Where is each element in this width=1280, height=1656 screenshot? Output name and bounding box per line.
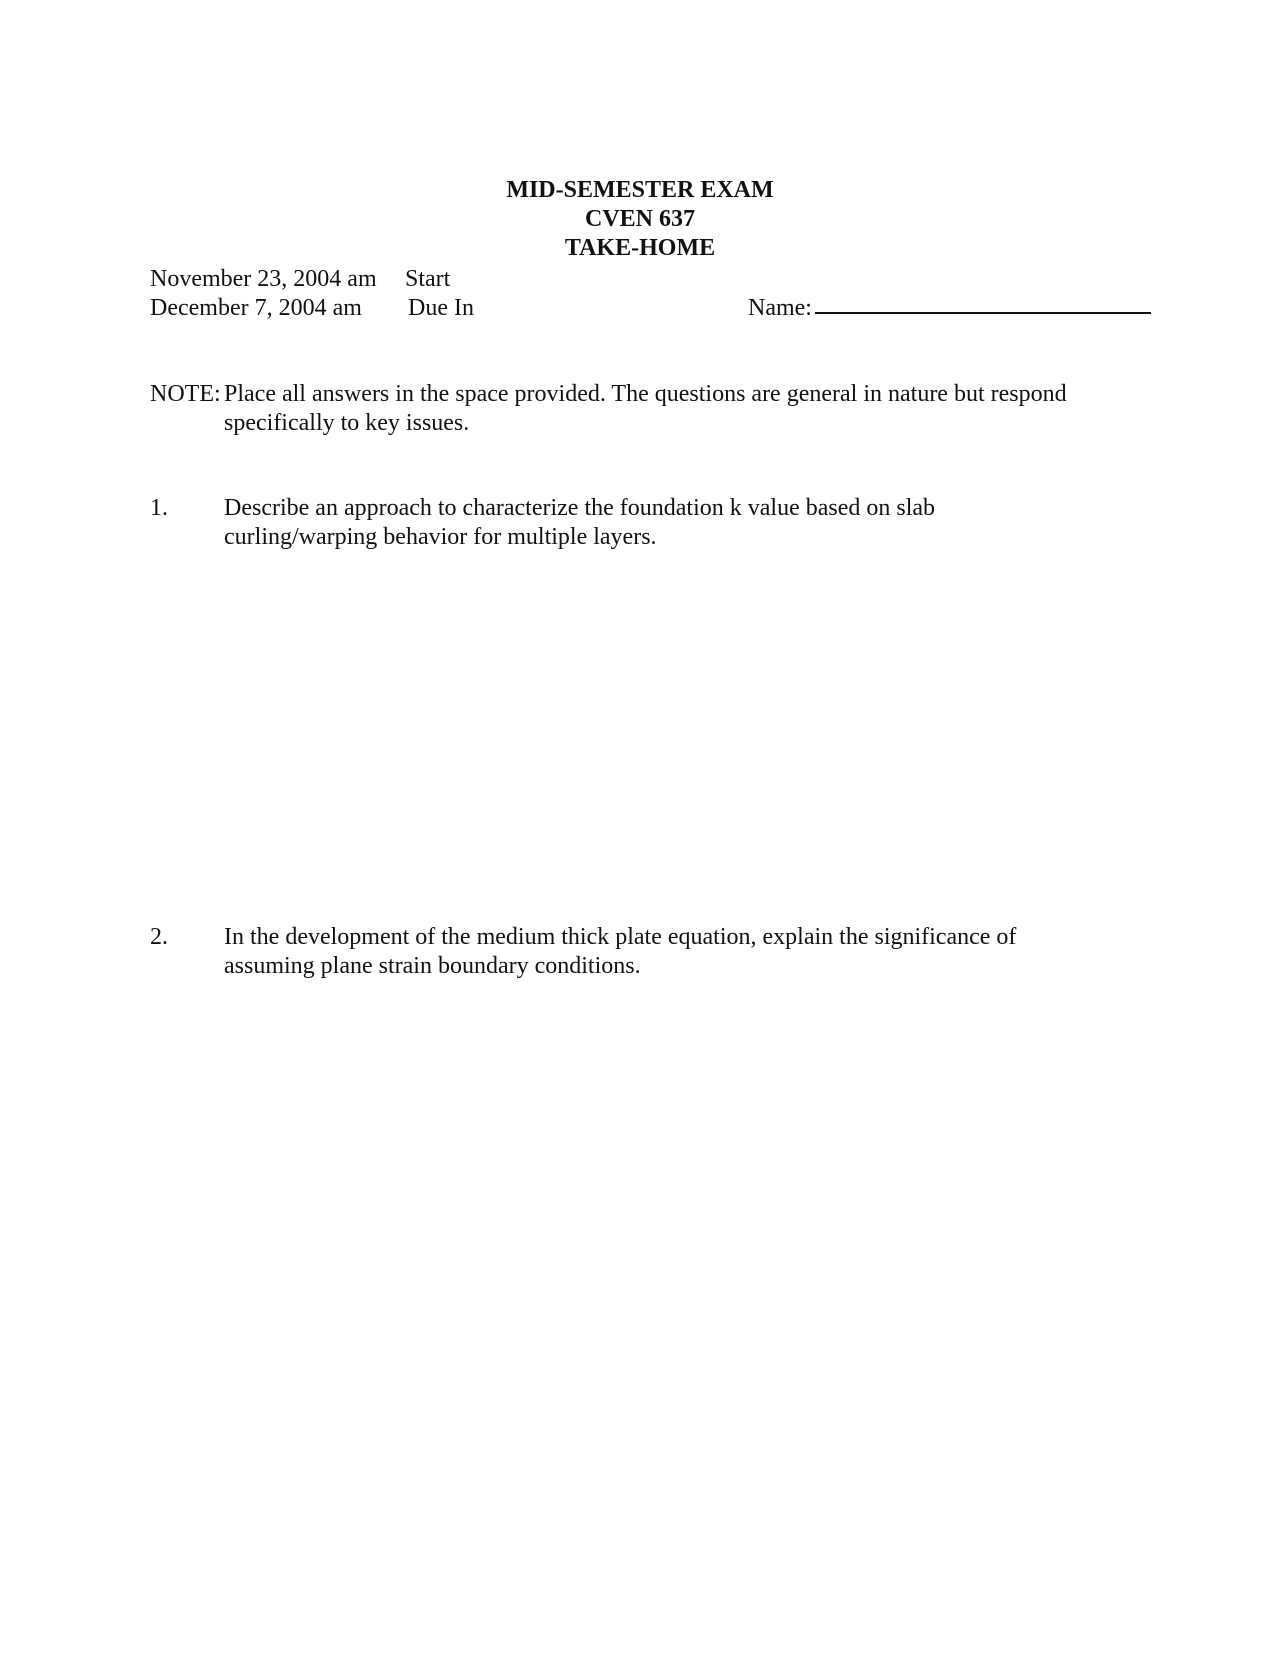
due-label: Due In [408,295,474,321]
question-2 [150,923,1150,981]
exam-type: TAKE-HOME [564,235,716,261]
question-1 [150,494,1150,552]
question-number: 1. [150,495,168,521]
question-text-line2: curling/warping behavior for multiple layers. [224,524,657,550]
note-label: NOTE: [150,381,221,407]
question-text-line2: assuming plane strain boundary conditions. [224,953,641,979]
exam-title: MID-SEMESTER EXAM [506,177,774,203]
question-text-line1: In the development of the medium thick plate equation, explain the significance of [224,924,1017,950]
start-label: Start [405,266,451,292]
start-date: November 23, 2004 am [150,266,377,292]
question-text-line1: Describe an approach to characterize the foundation k value based on slab [224,495,936,521]
note-text-line2: specifically to key issues. [224,410,470,436]
exam-title-block [0,176,1280,263]
due-date: December 7, 2004 am [150,295,362,321]
note-text-line1: Place all answers in the space provided. The questions are general in nature but respond [224,381,1067,407]
course-code: CVEN 637 [584,206,695,232]
note-paragraph [150,380,1150,438]
name-label: Name: [748,295,812,321]
question-number: 2. [150,924,168,950]
name-blank-line[interactable] [815,312,1151,314]
